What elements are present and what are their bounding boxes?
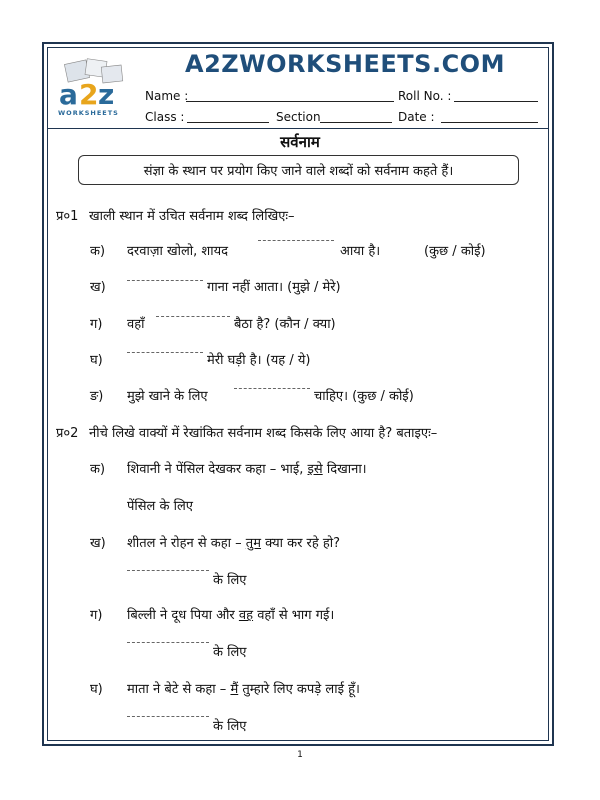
site-title[interactable]: A2ZWORKSHEETS.COM (185, 50, 505, 78)
date-field[interactable] (441, 122, 538, 123)
q2-item-label: क) (90, 462, 106, 477)
q2-sentence (127, 679, 360, 697)
q1-item-label: घ) (90, 353, 103, 368)
q1-item-options: (कुछ / कोई) (424, 244, 486, 259)
underlined-pronoun: वह (238, 608, 254, 623)
underlined-pronoun: तुम (245, 536, 261, 551)
q2-sentence-before: माता ने बेटे से कहा – (127, 682, 227, 697)
underlined-pronoun: इसे (307, 462, 323, 477)
q2-number: प्र०2 (56, 426, 79, 441)
q2-sentence-after: दिखाना। (326, 462, 367, 477)
q1-item-before: मुझे खाने के लिए (127, 389, 208, 404)
q1-item-before: दरवाज़ा खोलो, शायद (127, 244, 229, 259)
answer-blank[interactable] (234, 388, 310, 389)
svg-text:a: a (59, 78, 78, 111)
q1-item-before: वहाँ (127, 317, 145, 332)
answer-blank[interactable] (127, 352, 203, 353)
underlined-pronoun: मैं (230, 682, 239, 697)
q1-item-after: आया है। (340, 244, 381, 259)
q1-item-after: गाना नहीं आता। (मुझे / मेरे) (207, 280, 341, 295)
q2-item-label: ख) (90, 536, 106, 551)
answer-blank[interactable] (156, 316, 230, 317)
rollno-field[interactable] (454, 101, 538, 102)
logo-tagline: WORKSHEETS (58, 109, 119, 117)
section-label: Section (276, 110, 321, 124)
q2-item-label: घ) (90, 682, 103, 697)
q1-item-after: चाहिए। (कुछ / कोई) (314, 389, 414, 404)
answer-blank[interactable] (127, 716, 209, 717)
q1-text: खाली स्थान में उचित सर्वनाम शब्द लिखिएः– (89, 209, 295, 224)
page-number: 1 (297, 750, 303, 760)
q2-sentence-before: बिल्ली ने दूध पिया और (127, 608, 235, 623)
q2-answer-text: के लिए (213, 645, 247, 660)
rollno-label: Roll No. : (398, 89, 452, 103)
name-field[interactable] (186, 101, 394, 102)
q2-sentence (127, 605, 334, 623)
definition-text: संज्ञा के स्थान पर प्रयोग किए जाने वाले शब्दों को सर्वनाम कहते हैं। (143, 164, 454, 179)
answer-blank[interactable] (127, 642, 209, 643)
answer-blank[interactable] (258, 240, 334, 241)
q2-item-label: ग) (90, 608, 103, 623)
definition-box (78, 155, 519, 185)
q2-answer-text: के लिए (213, 719, 247, 734)
q1-item-label: ङ) (90, 389, 104, 404)
q1-item-label: ख) (90, 280, 106, 295)
q2-sentence-after: वहाँ से भाग गई। (257, 608, 335, 623)
class-label: Class : (145, 110, 185, 124)
q2-sentence-before: शीतल ने रोहन से कहा – (127, 536, 242, 551)
svg-text:z: z (98, 78, 115, 111)
answer-blank[interactable] (127, 280, 203, 281)
date-label: Date : (398, 110, 435, 124)
q2-sentence (127, 459, 367, 477)
svg-text:2: 2 (79, 78, 99, 111)
worksheet-title: सर्वनाम (280, 133, 320, 151)
q1-item-label: ग) (90, 317, 103, 332)
q1-item-label: क) (90, 244, 106, 259)
q2-sentence-after: तुम्हारे लिए कपड़े लाई हूँ। (242, 682, 360, 697)
q2-sentence-after: क्या कर रहे हो? (265, 536, 341, 551)
section-field[interactable] (320, 122, 392, 123)
q1-item-after: बैठा है? (कौन / क्या) (234, 317, 336, 332)
q1-number: प्र०1 (56, 209, 79, 224)
q2-text: नीचे लिखे वाक्यों में रेखांकित सर्वनाम शब्द किसके लिए आया है? बताइएः– (89, 426, 438, 441)
answer-blank[interactable] (127, 570, 209, 571)
class-field[interactable] (187, 122, 269, 123)
q1-item-after: मेरी घड़ी है। (यह / ये) (207, 353, 311, 368)
q2-answer-text: के लिए (213, 573, 247, 588)
header-divider (48, 128, 548, 129)
q2-answer-text: पेंसिल के लिए (127, 499, 193, 514)
name-label: Name : (145, 89, 189, 103)
q2-sentence (127, 533, 340, 551)
q2-sentence-before: शिवानी ने पेंसिल देखकर कहा – भाई, (127, 462, 304, 477)
